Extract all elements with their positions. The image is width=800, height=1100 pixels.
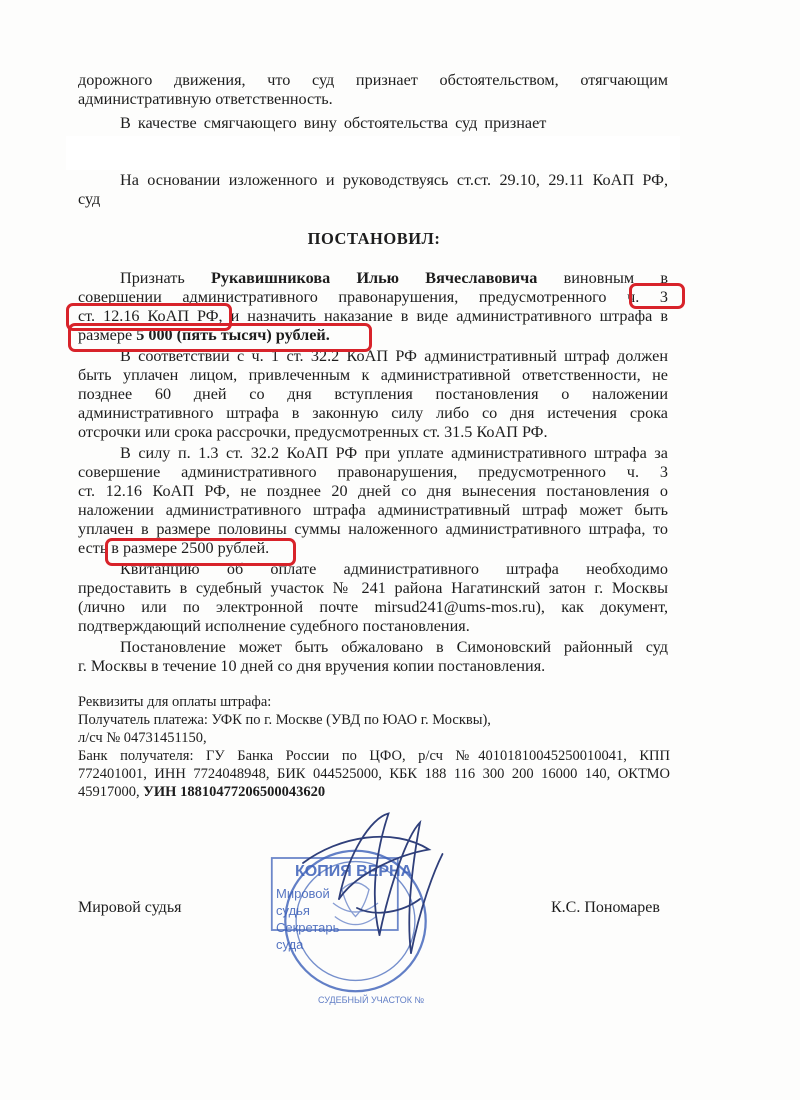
- fine-amount: 5 000 (пять тысяч) рублей.: [136, 326, 330, 344]
- requisites-account: л/сч № 04731451150,: [78, 730, 207, 746]
- defendant-name: Рукавишникова Илью Вячеславовича: [211, 269, 538, 287]
- signature-right: К.С. Пономарев: [551, 899, 660, 916]
- para2-line-2: быть уплачен лицом, привлеченным к административной ответственности, не: [78, 366, 668, 384]
- requisites-recipient: Получатель платежа: УФК по г. Москве (УВД по ЮАО г. Москвы),: [78, 712, 491, 728]
- signature-left: Мировой судья: [78, 899, 182, 916]
- stamp-line-3: Секретарь: [276, 920, 340, 935]
- intro-line-4: На основании изложенного и руководствуясь ст.ст. 29.10, 29.11 КоАП РФ,: [120, 171, 668, 189]
- para2-line-5: отсрочки или срока рассрочки, предусмотренных ст. 31.5 КоАП РФ.: [78, 423, 548, 441]
- para4-line-4: подтверждающий исполнение судебного постановления.: [78, 617, 470, 635]
- verdict-line-4: размере 5 000 (пять тысяч) рублей.: [78, 326, 330, 344]
- stamp-text-top: КОПИЯ ВЕРНА: [295, 863, 413, 880]
- intro-line-5: суд: [78, 190, 101, 208]
- para2-line-1: В соответствии с ч. 1 ст. 32.2 КоАП РФ административный штраф должен: [120, 347, 668, 365]
- para2-line-4: административного штрафа в законную силу либо со дня истечения срока: [78, 404, 668, 422]
- stamp-ring-text: СУДЕБНЫЙ УЧАСТОК №: [318, 995, 425, 1005]
- para4-line-3: (лично или по электронной почте mirsud241@ums-mos.ru), как документ,: [78, 598, 668, 616]
- page-title: ПОСТАНОВИЛ:: [307, 229, 441, 248]
- intro-line-1: дорожного движения, что суд признает обстоятельством, отягчающим: [78, 71, 668, 89]
- para3-line-6: есть в размере 2500 рублей.: [78, 539, 270, 557]
- para5-line-1: Постановление может быть обжаловано в Симоновский районный суд: [120, 638, 668, 656]
- stamp-line-4: суда: [276, 937, 304, 952]
- para4-line-2: предоставить в судебный участок № 241 района Нагатинский затон г. Москвы: [78, 579, 668, 597]
- para3-line-2: совершение административного правонарушения, предусмотренного ч. 3: [78, 463, 668, 481]
- redacted-area: [66, 136, 680, 170]
- handwritten-signature: [285, 800, 465, 980]
- intro-line-2: административную ответственность.: [78, 90, 333, 108]
- para2-line-3: позднее 60 дней со дня вступления постановления о наложении: [78, 385, 668, 403]
- requisites-heading: Реквизиты для оплаты штрафа:: [78, 694, 272, 710]
- verdict-line-3: ст. 12.16 КоАП РФ, и назначить наказание в виде административного штрафа в: [78, 307, 668, 325]
- verdict-line-1: Признать Рукавишникова Илью Вячеславовича виновным в: [120, 269, 669, 287]
- para3-line-4: наложении административного штрафа административный штраф может быть: [78, 501, 668, 519]
- para3-line-1: В силу п. 1.3 ст. 32.2 КоАП РФ при уплате административного штрафа за: [120, 444, 668, 462]
- stamp-line-2: судья: [276, 903, 310, 918]
- para5-line-2: г. Москвы в течение 10 дней со дня вручения копии постановления.: [78, 657, 546, 675]
- stamp-line-1: Мировой: [276, 886, 330, 901]
- requisites-bank-3: 45917000, УИН 18810477206500043620: [78, 784, 326, 800]
- mitigating-line: В качестве смягчающего вину обстоятельства суд признает: [120, 114, 547, 132]
- para3-line-5: уплачен в размере половины суммы наложенного административного штрафа, то: [78, 520, 668, 538]
- uin-code: УИН 18810477206500043620: [143, 784, 326, 800]
- requisites-bank-1: Банк получателя: ГУ Банка России по ЦФО, р/сч №40101810045250010041, КПП: [78, 748, 670, 764]
- para4-line-1: Квитанцию об оплате административного штрафа необходимо: [120, 560, 668, 578]
- para3-line-3: ст. 12.16 КоАП РФ, не позднее 20 дней со дня вынесения постановления о: [78, 482, 668, 500]
- requisites-bank-2: 772401001, ИНН 7724048948, БИК 044525000, КБК 188 116 300 200 16000 140, ОКТМО: [78, 766, 670, 782]
- verdict-line-2: совершении административного правонарушения, предусмотренного ч. 3: [78, 288, 668, 306]
